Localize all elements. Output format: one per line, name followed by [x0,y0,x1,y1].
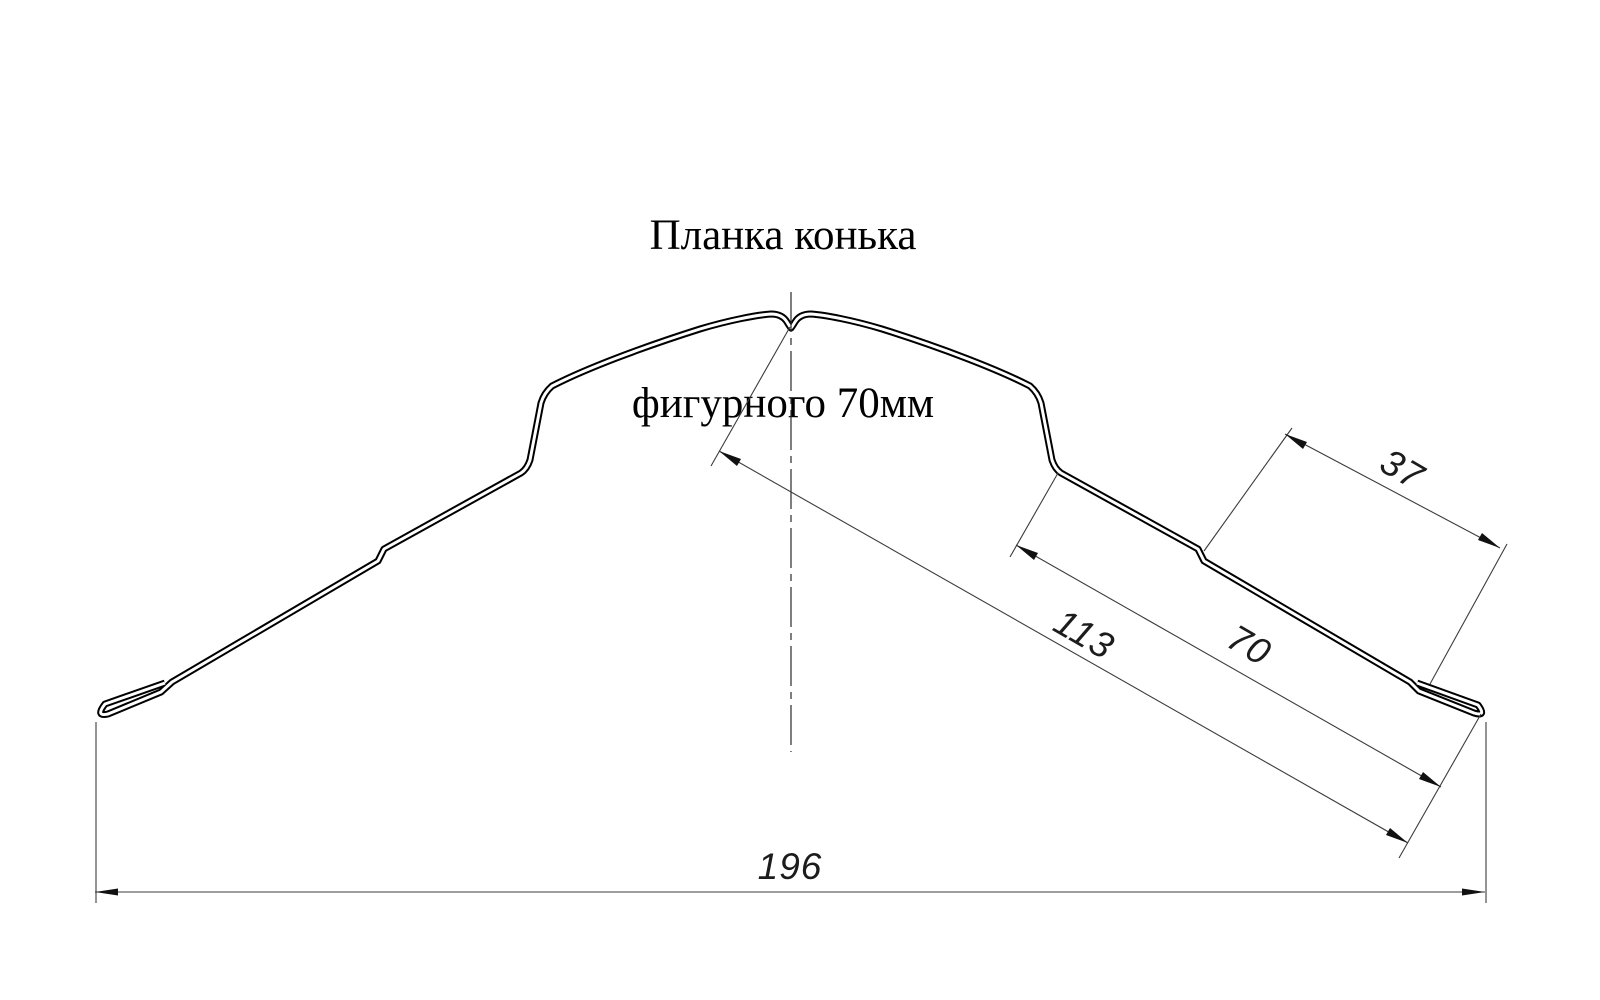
dimension-label-70: 70 [1220,616,1279,674]
extension-line-peak [711,327,790,466]
dimension-lines [95,434,1500,892]
dim-arrow-196-left [95,889,118,896]
dimension-line-113 [719,451,1408,843]
dimension-label-37: 37 [1373,440,1432,498]
extension-line-mid-jog [1204,428,1292,551]
dim-arrow-113-left [719,451,741,466]
extension-line-sbend [1010,473,1058,557]
dimension-arrows [95,434,1500,896]
dim-arrow-196-right [1462,889,1485,896]
dimension-label-113: 113 [1047,600,1122,668]
dim-arrow-37-right [1478,533,1500,548]
extension-line-hem-jog [1430,544,1507,684]
dim-arrow-70-left [1016,545,1038,560]
dim-arrow-113-right [1386,828,1408,843]
dim-arrow-37-left [1285,434,1307,449]
dimension-label-196: 196 [757,846,823,887]
drawing-title-line2: фигурного 70мм [631,380,935,427]
drawing-title-line1: Планка конька [649,212,917,259]
dim-arrow-70-right [1419,772,1441,787]
